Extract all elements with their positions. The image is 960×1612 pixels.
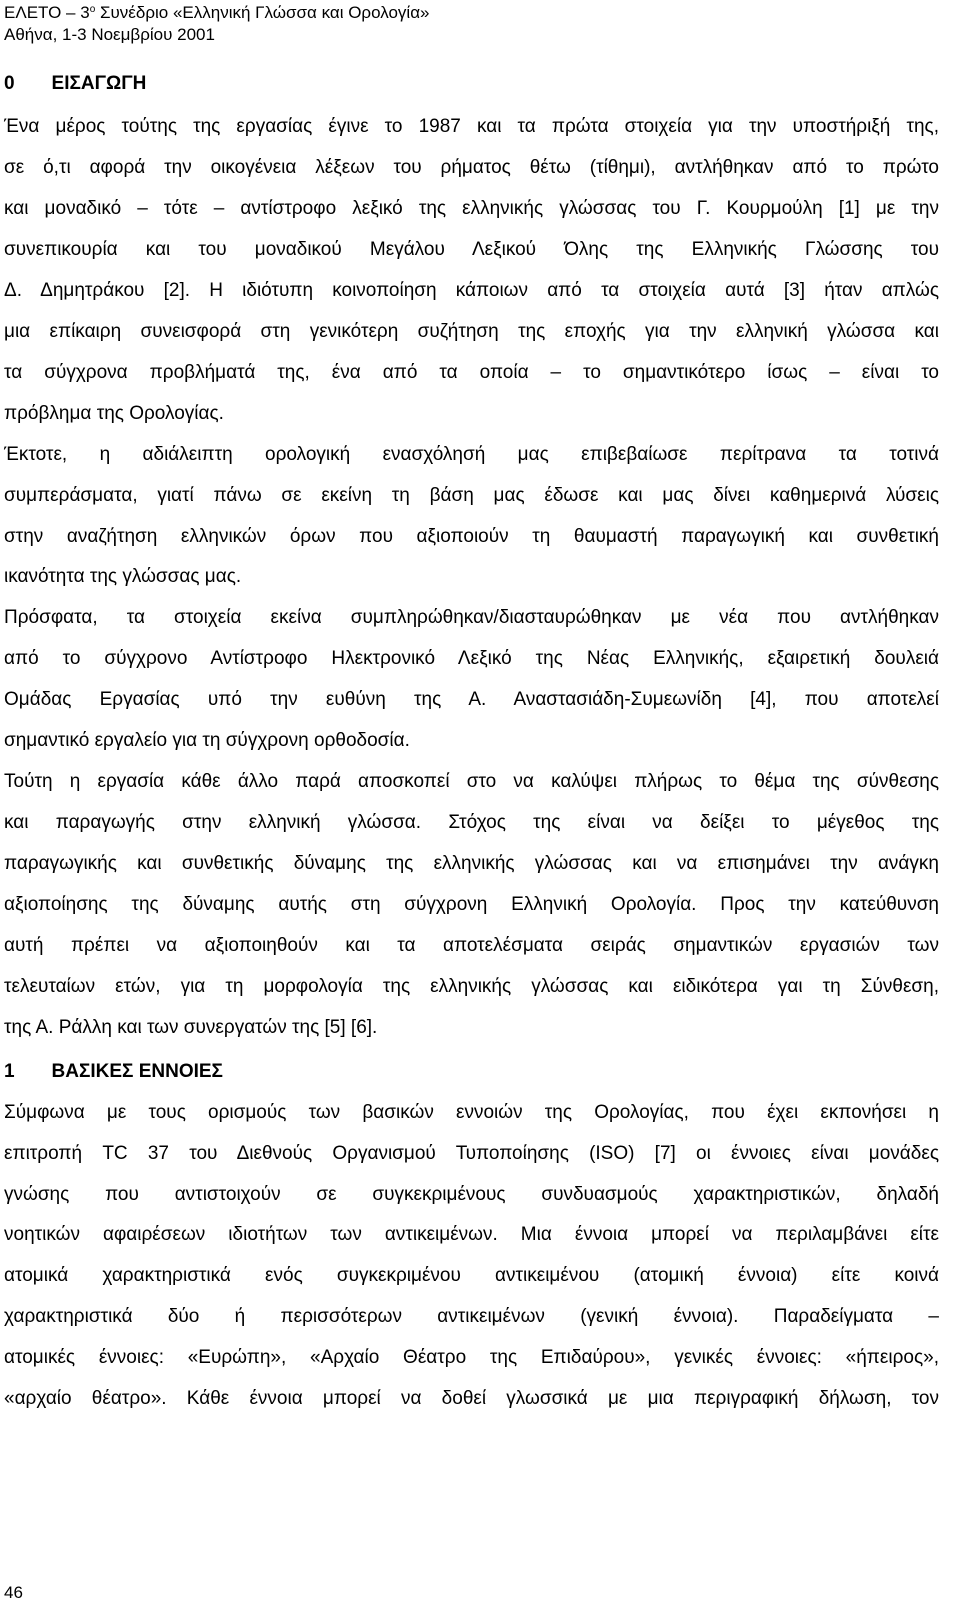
text-line: Ένα μέρος τούτης της εργασίας έγινε το 1987 και τα πρώτα στοιχεία για την υποστήριξή της, <box>4 116 939 137</box>
conference-title: ΕΛΕΤΟ – $3^o$ Συνέδριο «Ελληνική Γλώσσα και Ορολογία» <box>4 3 430 22</box>
text-line: Σύμφωνα με τους ορισμούς των βασικών εννοιών της Ορολογίας, που έχει εκπονήσει η <box>4 1102 939 1123</box>
text-line: ατομικά χαρακτηριστικά ενός συγκεκριμένου αντικειμένου (ατομική έννοια) είτε κοινά <box>4 1265 939 1286</box>
text-line: Πρόσφατα, τα στοιχεία εκείνα συμπληρώθηκαν/διασταυρώθηκαν με νέα που αντλήθηκαν <box>4 607 939 628</box>
text-line: συνεπικουρία και του μοναδικού Μεγάλου Λεξικού Όλης της Ελληνικής Γλώσσης του <box>4 239 939 260</box>
text-line: ικανότητα της γλώσσας μας. <box>4 566 242 587</box>
text-line: χαρακτηριστικά δύο ή περισσότερων αντικειμένων (γενική έννοια). Παραδείγματα – <box>4 1306 939 1327</box>
text-line: Έκτοτε, η αδιάλειπτη ορολογική ενασχόλησή μας επιβεβαίωσε περίτρανα τα τοτινά <box>4 444 939 465</box>
text-line: τα σύγχρονα προβλήματά της, ένα από τα οποία – το σημαντικότερο ίσως – είναι το <box>4 362 939 383</box>
text-line: τελευταίων ετών, για τη μορφολογία της ελληνικής γλώσσας και ειδικότερα γαι τη Σύνθεση, <box>4 976 939 997</box>
text-line: μια επίκαιρη συνεισφορά στη γενικότερη συζήτηση της εποχής για την ελληνική γλώσσα και <box>4 321 939 342</box>
text-line: στην αναζήτηση ελληνικών όρων που αξιοποιούν τη θαυμαστή παραγωγική και συνθετική <box>4 526 939 547</box>
running-header <box>4 2 429 46</box>
conference-place-date: Αθήνα, 1-3 Νοεμβρίου 2001 <box>4 25 215 44</box>
text-line: επιτροπή TC 37 του Διεθνούς Οργανισμού Τυποποίησης (ISO) [7] οι έννοιες είναι μονάδες <box>4 1143 939 1164</box>
text-line: Ομάδας Εργασίας υπό την ευθύνη της Α. Αναστασιάδη-Συμεωνίδη [4], που αποτελεί <box>4 689 939 710</box>
text-line: σημαντικό εργαλείο για τη σύγχρονη ορθοδοσία. <box>4 730 410 751</box>
section-heading-basic-concepts: 1 ΒΑΣΙΚΕΣ ΕΝΝΟΙΕΣ <box>4 1061 223 1082</box>
text-line: της Α. Ράλλη και των συνεργατών της [5] [6]. <box>4 1017 378 1038</box>
text-line: συμπεράσματα, γιατί πάνω σε εκείνη τη βάση μας έδωσε και μας δίνει καθημερινά λύσεις <box>4 485 939 506</box>
text-line: από το σύγχρονο Αντίστροφο Ηλεκτρονικό Λεξικό της Νέας Ελληνικής, εξαιρετική δουλειά <box>4 648 939 669</box>
text-line: γνώσης που αντιστοιχούν σε συγκεκριμένους συνδυασμούς χαρακτηριστικών, δηλαδή <box>4 1184 939 1205</box>
text-line: «αρχαίο θέατρο». Κάθε έννοια μπορεί να δοθεί γλωσσικά με μια περιγραφική δήλωση, τον <box>4 1388 939 1409</box>
text-line: νοητικών αφαιρέσεων ιδιοτήτων των αντικειμένων. Μια έννοια μπορεί να περιλαμβάνει είτε <box>4 1224 939 1245</box>
text-line: και παραγωγής στην ελληνική γλώσσα. Στόχος της είναι να δείξει το μέγεθος της <box>4 812 939 833</box>
text-line: παραγωγικής και συνθετικής δύναμης της ελληνικής γλώσσας και να επισημάνει την ανάγκη <box>4 853 939 874</box>
text-line: Τούτη η εργασία κάθε άλλο παρά αποσκοπεί στο να καλύψει πλήρως το θέμα της σύνθεσης <box>4 771 939 792</box>
text-line: και μοναδικό – τότε – αντίστροφο λεξικό της ελληνικής γλώσσας του Γ. Κουρμούλη [1] με την <box>4 198 939 219</box>
text-line: ατομικές έννοιες: «Ευρώπη», «Αρχαίο Θέατρο της Επιδαύρου», γενικές έννοιες: «ήπειρος», <box>4 1347 939 1368</box>
page-number: 46 <box>4 1583 23 1602</box>
text-line: σε ό,τι αφορά την οικογένεια λέξεων του ρήματος θέτω (τίθημι), αντλήθηκαν από το πρώτο <box>4 157 939 178</box>
section-heading-introduction: 0 ΕΙΣΑΓΩΓΗ <box>4 73 147 94</box>
text-line: Δ. Δημητράκου [2]. Η ιδιότυπη κοινοποίηση κάποιων από τα στοιχεία αυτά [3] ήταν απλώς <box>4 280 939 301</box>
text-line: πρόβλημα της Ορολογίας. <box>4 403 224 424</box>
text-line: αξιοποίησης της δύναμης αυτής στη σύγχρονη Ελληνική Ορολογία. Προς την κατεύθυνση <box>4 894 939 915</box>
text-line: αυτή πρέπει να αξιοποιηθούν και τα αποτελέσματα σειράς σημαντικών εργασιών των <box>4 935 939 956</box>
